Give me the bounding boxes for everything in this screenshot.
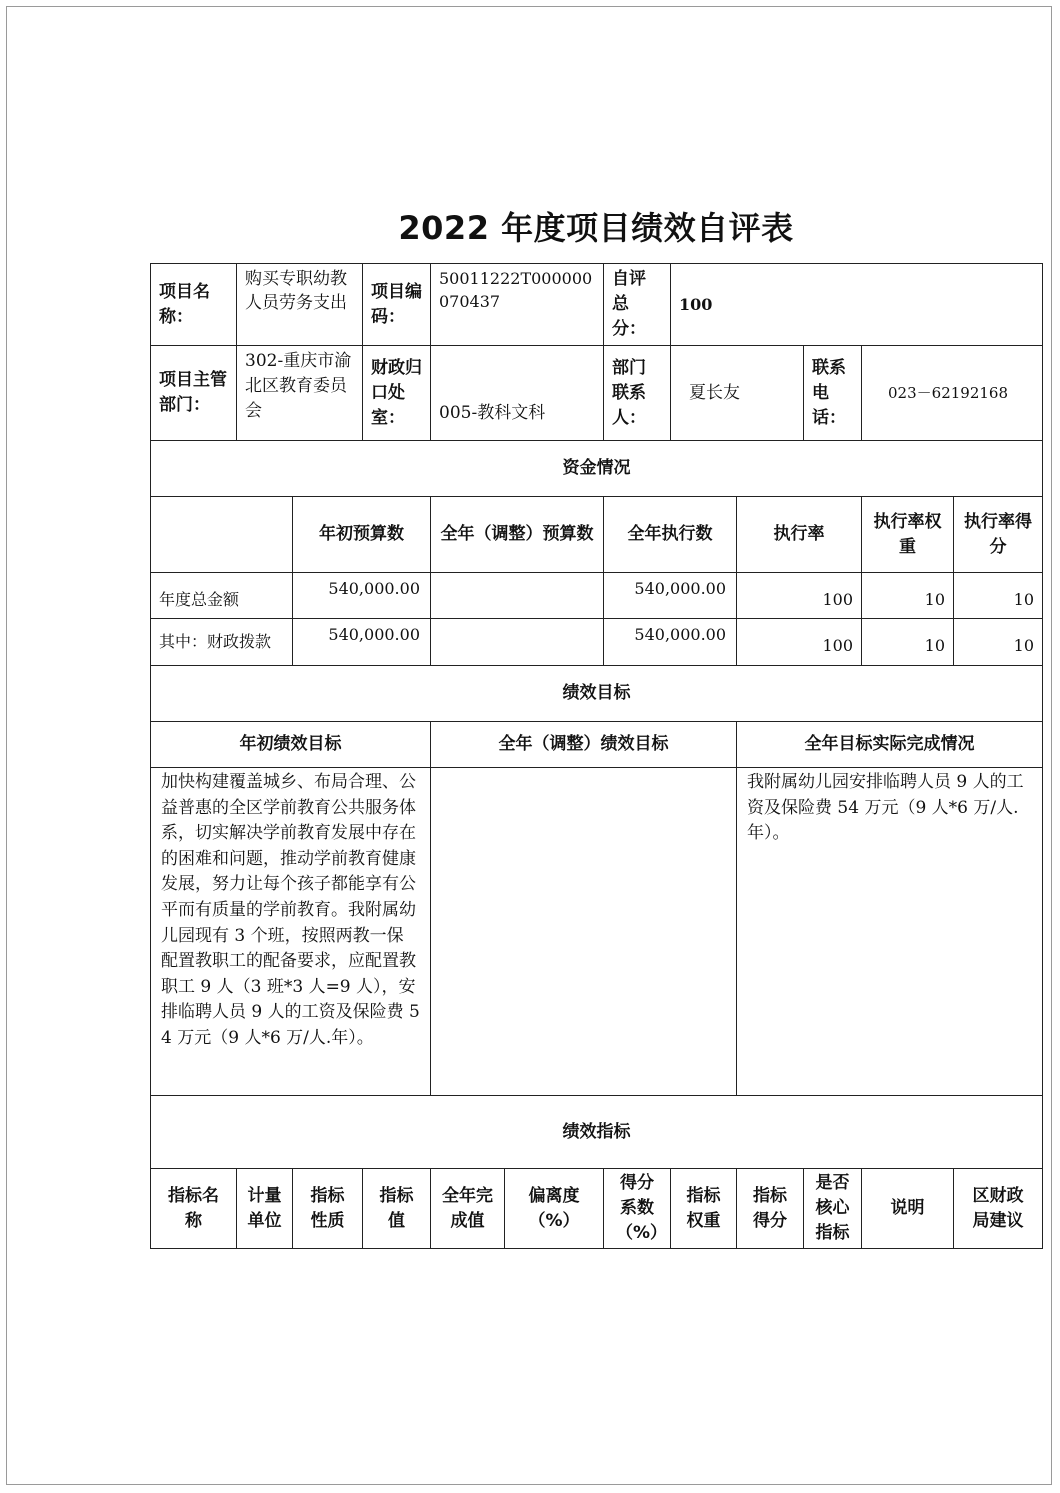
funds-score: 10 <box>954 573 1043 619</box>
funds-weight: 10 <box>862 573 954 619</box>
indicator-header-weight: 指标权重 <box>671 1169 737 1249</box>
goals-adjusted-text <box>431 768 737 1096</box>
funds-executed: 540,000.00 <box>604 619 737 666</box>
project-name: 购买专职幼教人员劳务支出 <box>237 264 363 346</box>
finance-office-label: 财政归口处室： <box>363 346 431 441</box>
goals-actual-text: 我附属幼儿园安排临聘人员 9 人的工资及保险费 54 万元（9 人*6 万/人.年）。 <box>737 768 1043 1096</box>
phone: 023－62192168 <box>862 346 1043 441</box>
goals-header-initial: 年初绩效目标 <box>151 722 431 768</box>
indicator-header-score: 指标得分 <box>737 1169 804 1249</box>
dept-contact: 夏长友 <box>671 346 804 441</box>
funds-executed: 540,000.00 <box>604 573 737 619</box>
funds-initial-budget: 540,000.00 <box>293 619 431 666</box>
indicator-header-nature: 指标性质 <box>293 1169 363 1249</box>
page-title: 2022 年度项目绩效自评表 <box>398 209 794 247</box>
project-code: 50011222T000000070437 <box>431 264 604 346</box>
funds-rate: 100 <box>737 619 862 666</box>
indicator-header-completed: 全年完成值 <box>431 1169 505 1249</box>
funds-header-adjusted-budget: 全年（调整）预算数 <box>431 497 604 573</box>
funds-rate: 100 <box>737 573 862 619</box>
goals-header-actual: 全年目标实际完成情况 <box>737 722 1043 768</box>
project-info-row <box>151 264 1043 346</box>
self-score-label: 自评总分： <box>604 264 671 346</box>
funds-adjusted-budget <box>431 573 604 619</box>
goals-initial-text: 加快构建覆盖城乡、布局合理、公益普惠的全区学前教育公共服务体系，切实解决学前教育发展中存在的困难和问题，推动学前教育健康发展，努力让每个孩子都能享有公平而有质量的学前教育。我附属幼儿园现有 3 个班，按照两教一保配置教职工的配备要求，应配置教职工 9 人（3 班*3 人=9 人），安排临聘人员 9 人的工资及保险费 54 万元（9 人*6 万/人.年）。 <box>151 768 431 1096</box>
funds-header-initial-budget: 年初预算数 <box>293 497 431 573</box>
indicator-header-coefficient: 得分系数（%） <box>604 1169 671 1249</box>
self-score: 100 <box>671 264 1043 346</box>
funds-header-row <box>151 497 1043 573</box>
funds-initial-budget: 540,000.00 <box>293 573 431 619</box>
funds-row-label: 年度总金额 <box>151 573 293 619</box>
indicator-header-name: 指标名称 <box>151 1169 237 1249</box>
finance-office: 005-教科文科 <box>431 346 604 441</box>
indicators-section-title: 绩效指标 <box>151 1096 1043 1169</box>
funds-header-blank <box>151 497 293 573</box>
department-info-row <box>151 346 1043 441</box>
funds-header-executed: 全年执行数 <box>604 497 737 573</box>
project-name-label: 项目名称： <box>151 264 237 346</box>
indicator-header-note: 说明 <box>862 1169 954 1249</box>
funds-score: 10 <box>954 619 1043 666</box>
dept: 302-重庆市渝北区教育委员会 <box>237 346 363 441</box>
indicator-header-suggestion: 区财政局建议 <box>954 1169 1043 1249</box>
indicator-header-value: 指标值 <box>363 1169 431 1249</box>
funds-weight: 10 <box>862 619 954 666</box>
funds-row-fiscal <box>151 619 1043 666</box>
indicator-header-unit: 计量单位 <box>237 1169 293 1249</box>
indicators-header-row <box>151 1169 1043 1249</box>
funds-row-total <box>151 573 1043 619</box>
project-code-label: 项目编码： <box>363 264 431 346</box>
funds-row-label: 其中：财政拨款 <box>151 619 293 666</box>
dept-label: 项目主管部门： <box>151 346 237 441</box>
dept-contact-label: 部门联系人： <box>604 346 671 441</box>
funds-section-row <box>151 441 1043 497</box>
phone-label: 联系电话： <box>804 346 862 441</box>
funds-section-title: 资金情况 <box>151 441 1043 497</box>
goals-header-row <box>151 722 1043 768</box>
indicator-header-core: 是否核心指标 <box>804 1169 862 1249</box>
funds-header-score: 执行率得分 <box>954 497 1043 573</box>
funds-adjusted-budget <box>431 619 604 666</box>
indicator-header-deviation: 偏离度（%） <box>505 1169 604 1249</box>
goals-header-adjusted: 全年（调整）绩效目标 <box>431 722 737 768</box>
goals-section-row <box>151 666 1043 722</box>
evaluation-table <box>150 263 1043 1249</box>
goals-section-title: 绩效目标 <box>151 666 1043 722</box>
indicators-section-row <box>151 1096 1043 1169</box>
funds-header-rate: 执行率 <box>737 497 862 573</box>
funds-header-weight: 执行率权重 <box>862 497 954 573</box>
goals-content-row <box>151 768 1043 1096</box>
